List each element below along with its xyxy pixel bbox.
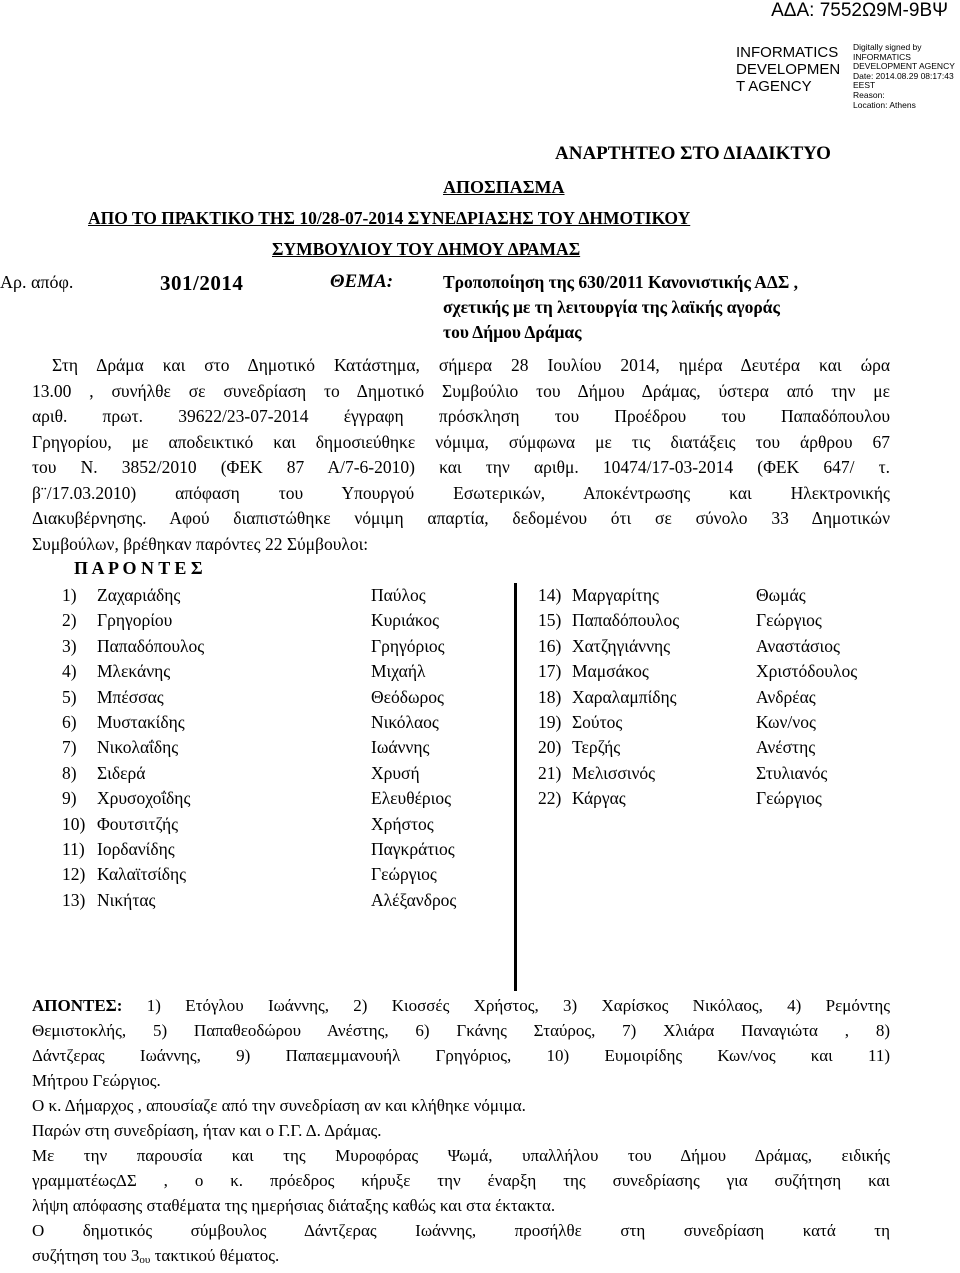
closing-paragraph — [32, 1093, 890, 1273]
stamp-line: T AGENCY — [736, 78, 812, 95]
decision-number: 301/2014 — [160, 271, 244, 295]
absent-line: Μήτρου Γεώργιος. — [32, 1071, 161, 1090]
member-surname: Χατζηγιάννης — [572, 635, 671, 656]
member-surname: Μαργαρίτης — [572, 585, 659, 605]
member-firstname: Ιωάννης — [371, 737, 430, 758]
member-number: 21) — [538, 762, 562, 783]
member-firstname: Παγκράτιος — [371, 839, 455, 859]
member-surname: Ιορδανίδης — [97, 839, 175, 859]
closing-line: Με την παρουσία και της Μυροφόρας Ψωμά, υπαλλήλου του Δήμου Δράμας, ειδικής — [32, 1146, 890, 1165]
intro-line: Γρηγορίου, με αποδεικτικό και δημοσιεύθηκε νόμιμα, σύμφωνα με τις διατάξεις του άρθρου 67 — [32, 431, 890, 452]
signature-detail-line: EEST — [853, 80, 876, 91]
member-number: 15) — [538, 610, 562, 631]
member-surname: Μελισσινός — [572, 762, 656, 783]
member-firstname: Κων/νος — [756, 712, 816, 732]
signature-detail-line: INFORMATICS — [853, 51, 911, 62]
column-divider — [514, 583, 517, 991]
member-number: 5) — [62, 686, 77, 707]
closing-line: Ο κ. Δήμαρχος , απουσίαζε από την συνεδρίαση αν και κλήθηκε νόμιμα. — [32, 1096, 526, 1115]
member-surname: Μπέσσας — [97, 686, 164, 707]
subject-line: σχετικής με τη λειτουργία της λαϊκής αγοράς — [443, 297, 780, 317]
member-number: 9) — [62, 788, 77, 809]
intro-line: Διακυβέρνησης. Αφού διαπιστώθηκε νόμιμη απαρτία, δεδομένου ότι σε σύνολο 33 Δημοτικών — [32, 508, 890, 528]
member-firstname: Χριστόδουλος — [756, 661, 858, 682]
member-number: 20) — [538, 737, 562, 758]
absent-line: Δάντζερας Ιωάννης, 9) Παπαεμμανουήλ Γρηγόριος, 10) Ευμοιρίδης Κων/νος και 11) — [32, 1046, 890, 1065]
member-number: 13) — [62, 889, 86, 910]
member-surname: Νικήτας — [97, 889, 156, 910]
member-firstname: Μιχαήλ — [371, 661, 426, 682]
member-firstname: Παύλος — [371, 585, 426, 605]
decision-number-label: Αρ. απόφ. — [0, 272, 74, 292]
signature-details — [853, 43, 955, 110]
signature-detail-line: Date: 2014.08.29 08:17:43 — [853, 70, 954, 81]
member-number: 17) — [538, 661, 562, 682]
member-surname: Σούτος — [572, 712, 623, 732]
closing-line: γραμματέωςΔΣ , ο κ. πρόεδρος κήρυξε την έναρξη της συνεδρίασης για συζήτηση και — [32, 1171, 890, 1190]
member-surname: Παπαδόπουλος — [97, 635, 205, 656]
present-title: Π Α Ρ Ο Ν Τ Ε Σ — [74, 558, 203, 578]
member-number: 3) — [62, 635, 77, 656]
closing-line: λήψη απόφασης σταθέματα της ημερήσιας διάταξης καθώς και στα έκτακτα. — [32, 1196, 556, 1215]
member-firstname: Αλέξανδρος — [371, 889, 457, 910]
member-surname: Μυστακίδης — [97, 712, 185, 732]
ada-code: ΑΔΑ: 7552Ω9Μ-9ΒΨ — [771, 0, 948, 21]
member-firstname: Γεώργιος — [756, 788, 822, 809]
closing-line: Ο δημοτικός σύμβουλος Δάντζερας Ιωάννης, προσήλθε στη συνεδρίαση κατά τη — [32, 1221, 890, 1240]
member-surname: Σιδερά — [97, 762, 146, 783]
member-firstname: Στυλιανός — [756, 762, 828, 783]
member-firstname: Ανδρέας — [756, 686, 816, 707]
member-firstname: Ανέστης — [756, 737, 816, 758]
member-surname: Ζαχαριάδης — [97, 585, 181, 605]
absent-line: Θεμιστοκλής, 5) Παπαθεοδώρου Ανέστης, 6) Γκάνης Σταύρος, 7) Χλιάρα Παναγιώτα , 8) — [32, 1021, 890, 1040]
anartiteo-heading: ΑΝΑΡΤΗΤΕΟ ΣΤΟ ΔΙΑΔΙΚΤΥΟ — [555, 143, 831, 164]
signature-detail-line: Location: Athens — [853, 99, 916, 110]
member-number: 11) — [62, 839, 85, 859]
absent-label: ΑΠΟΝΤΕΣ: — [32, 996, 123, 1015]
stamp-line: INFORMATICS — [736, 44, 839, 61]
signature-detail-line: DEVELOPMENT AGENCY — [853, 61, 955, 72]
member-number: 22) — [538, 788, 562, 809]
stamp-line: DEVELOPMEN — [736, 61, 841, 78]
intro-line: 13.00 , συνήλθε σε συνεδρίαση το Δημοτικό Συμβούλιο του Δήμου Δράμας, ύστερα από την με — [32, 380, 890, 401]
intro-line: Στη Δράμα και στο Δημοτικό Κατάστημα, σήμερα 28 Ιουλίου 2014, ημέρα Δευτέρα και ώρα — [52, 355, 890, 375]
member-firstname: Θωμάς — [756, 585, 806, 605]
member-firstname: Γεώργιος — [756, 610, 822, 631]
symvouliou-heading: ΣΥΜΒΟΥΛΙΟΥ ΤΟΥ ΔΗΜΟΥ ΔΡΑΜΑΣ — [272, 239, 581, 259]
apospasma-heading: ΑΠΟΣΠΑΣΜΑ — [443, 177, 565, 197]
intro-line: Συμβούλων, βρέθηκαν παρόντες 22 Σύμβουλοι: — [32, 533, 369, 554]
member-number: 4) — [62, 661, 77, 682]
signature-detail-line: Reason: — [853, 89, 885, 100]
intro-line: αριθ. πρωτ. 39622/23-07-2014 έγγραφη πρόσκληση του Προέδρου του Παπαδόπουλου — [32, 406, 890, 426]
member-firstname: Νικόλαος — [371, 712, 439, 732]
closing-line: Παρών στη συνεδρίαση, ήταν και ο Γ.Γ. Δ. Δράμας. — [32, 1121, 382, 1140]
member-surname: Μαμσάκος — [572, 661, 649, 682]
member-firstname: Γρηγόριος — [371, 635, 445, 656]
member-surname: Καλαϊτσίδης — [97, 864, 187, 885]
intro-line: β¨/17.03.2010) απόφαση του Υπουργού Εσωτερικών, Αποκέντρωσης και Ηλεκτρονικής — [32, 482, 890, 503]
absent-paragraph — [32, 993, 890, 1093]
member-firstname: Θεόδωρος — [371, 686, 444, 707]
member-firstname: Γεώργιος — [371, 864, 437, 885]
member-number: 12) — [62, 864, 86, 885]
absent-line: ΑΠΟΝΤΕΣ: 1) Ετόγλου Ιωάννης, 2) Κιοσσές Χρήστος, 3) Χαρίσκος Νικόλαος, 4) Ρεμόντης — [32, 996, 890, 1015]
member-number: 14) — [538, 585, 562, 605]
member-number: 6) — [62, 712, 77, 732]
signature-detail-line: Digitally signed by — [853, 42, 922, 52]
member-surname: Χαραλαμπίδης — [572, 686, 677, 707]
member-number: 7) — [62, 737, 77, 758]
member-surname: Τερζής — [572, 737, 621, 758]
member-firstname: Ελευθέριος — [371, 788, 452, 809]
subject-line: του Δήμου Δράμας — [443, 322, 582, 342]
member-surname: Παπαδόπουλος — [572, 610, 680, 631]
member-surname: Νικολαΐδης — [97, 737, 179, 758]
member-number: 18) — [538, 686, 562, 707]
member-surname: Μλεκάνης — [97, 661, 171, 682]
member-firstname: Κυριάκος — [371, 610, 440, 631]
closing-line: συζήτηση του $3_{o\upsilon}$ τακτικού θέματος. — [32, 1246, 280, 1266]
signature-stamp — [736, 44, 854, 95]
member-surname: Χρυσοχοΐδης — [97, 788, 191, 809]
member-number: 8) — [62, 762, 77, 783]
member-number: 1) — [62, 585, 77, 605]
member-number: 16) — [538, 635, 562, 656]
member-surname: Κάργας — [572, 788, 626, 809]
member-number: 10) — [62, 813, 86, 834]
member-firstname: Αναστάσιος — [756, 635, 840, 656]
member-firstname: Χρήστος — [371, 813, 434, 834]
member-firstname: Χρυσή — [371, 762, 420, 783]
member-number: 2) — [62, 610, 77, 631]
member-surname: Φουτσιτζής — [97, 813, 179, 834]
subject-label: ΘΕΜΑ: — [330, 271, 394, 292]
intro-paragraph — [32, 353, 890, 557]
praktiko-heading: ΑΠΟ ΤΟ ΠΡΑΚΤΙΚΟ ΤΗΣ 10/28-07-2014 ΣΥΝΕΔΡΙΑΣΗΣ ΤΟΥ ΔΗΜΟΤΙΚΟΥ — [88, 208, 691, 228]
member-number: 19) — [538, 712, 562, 732]
subject-line: Τροποποίηση της 630/2011 Κανονιστικής ΑΔΣ , — [443, 272, 799, 292]
intro-line: του Ν. 3852/2010 (ΦΕΚ 87 Α/7-6-2010) και την αριθμ. 10474/17-03-2014 (ΦΕΚ 647/ τ. — [32, 457, 890, 477]
member-surname: Γρηγορίου — [97, 610, 173, 631]
